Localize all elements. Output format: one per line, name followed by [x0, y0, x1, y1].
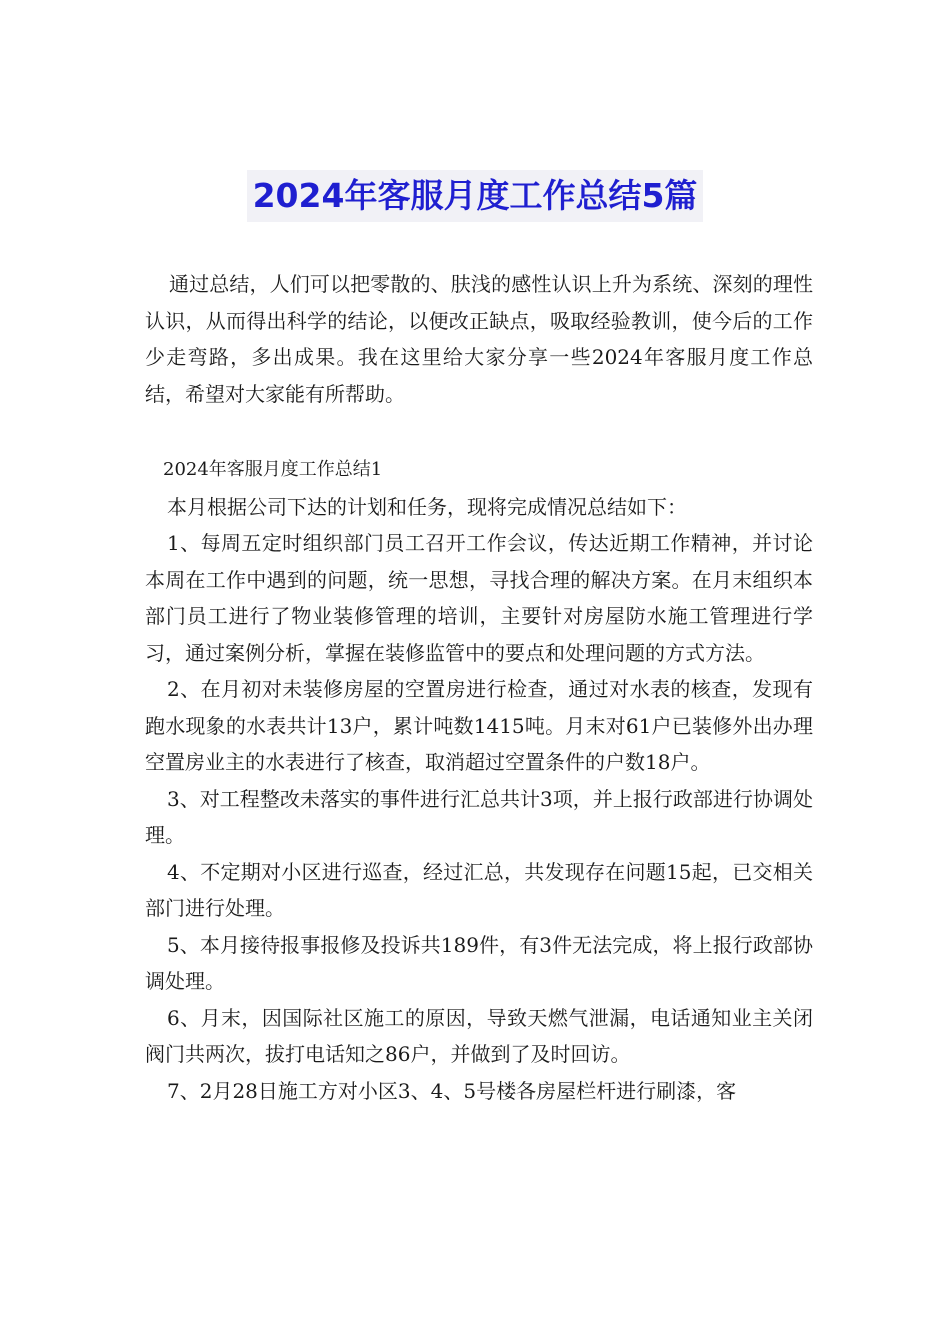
body-paragraph: 1、每周五定时组织部门员工召开工作会议，传达近期工作精神，并讨论本周在工作中遇到的问题，统一思想，寻找合理的解决方案。在月末组织本部门员工进行了物业装修管理的培训，主要针对房屋防水施工管理进行学习，通过案例分析，掌握在装修监管中的要点和处理问题的方式方法。 — [145, 531, 813, 665]
body-paragraph: 6、月末，因国际社区施工的原因，导致天燃气泄漏，电话通知业主关闭阀门共两次，拔打电话知之86户，并做到了及时回访。 — [145, 1005, 813, 1066]
document-title: 2024年客服月度工作总结5篇 — [247, 170, 704, 222]
title-wrap — [0, 170, 950, 222]
document-body — [145, 266, 813, 1109]
section-heading: 2024年客服月度工作总结1 — [163, 459, 383, 480]
body-paragraph: 本月根据公司下达的计划和任务，现将完成情况总结如下： — [167, 494, 687, 519]
section-gap — [145, 412, 813, 452]
body-paragraph: 3、对工程整改未落实的事件进行汇总共计3项，并上报行政部进行协调处理。 — [145, 786, 813, 847]
body-paragraph: 4、不定期对小区进行巡查，经过汇总，共发现存在问题15起，已交相关部门进行处理。 — [145, 859, 813, 920]
body-paragraph: 7、2月28日施工方对小区3、4、5号楼各房屋栏杆进行刷漆，客 — [167, 1078, 737, 1103]
body-paragraph: 5、本月接待报事报修及投诉共189件，有3件无法完成，将上报行政部协调处理。 — [145, 932, 813, 993]
body-paragraph: 2、在月初对未装修房屋的空置房进行检查，通过对水表的核查，发现有跑水现象的水表共计13户，累计吨数1415吨。月末对61户已装修外出办理空置房业主的水表进行了核查，取消超过空置条件的户数18户。 — [145, 677, 813, 774]
intro-paragraph: 通过总结，人们可以把零散的、肤浅的感性认识上升为系统、深刻的理性认识，从而得出科学的结论，以便改正缺点，吸取经验教训，使今后的工作少走弯路，多出成果。我在这里给大家分享一些2024年客服月度工作总结，希望对大家能有所帮助。 — [145, 272, 813, 406]
